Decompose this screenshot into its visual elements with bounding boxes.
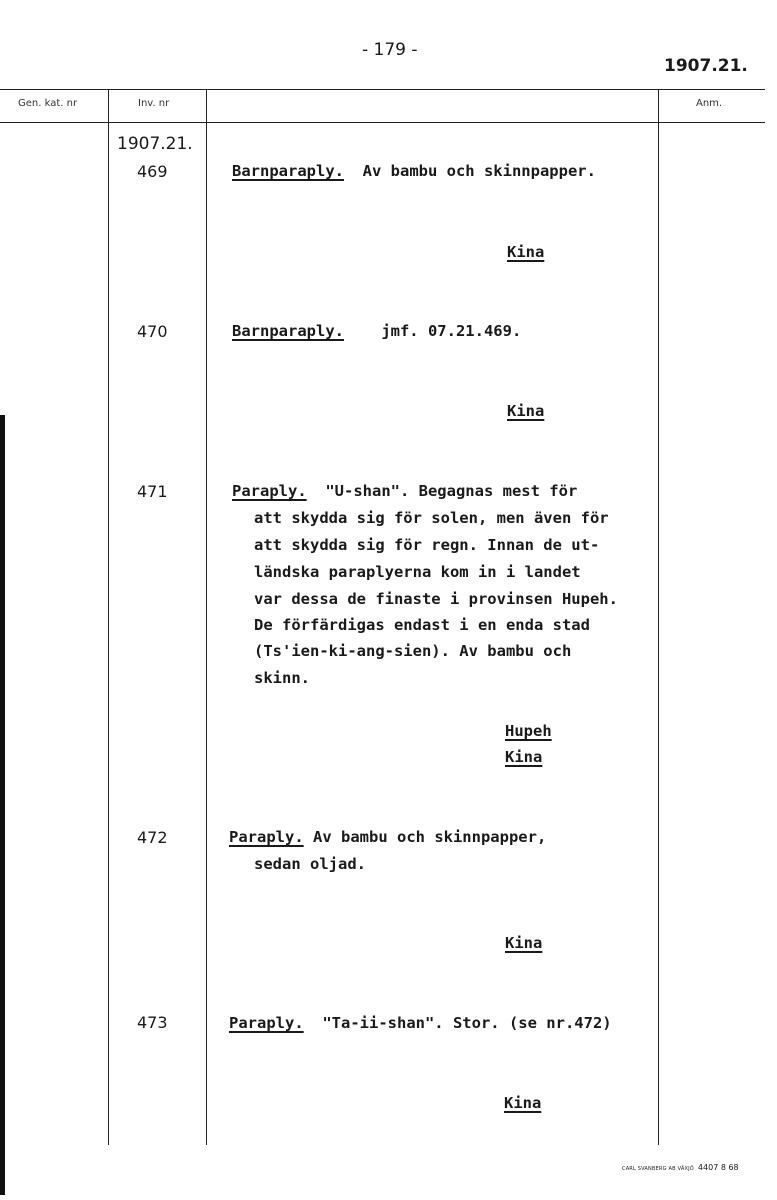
entry-text: sedan oljad.	[254, 855, 366, 873]
entry-line	[232, 322, 521, 340]
entry-text: var dessa de finaste i provinsen Hupeh.	[254, 590, 618, 608]
column-divider-1	[108, 89, 109, 1145]
inventory-number: 471	[137, 482, 168, 501]
entry-place: Kina	[505, 934, 543, 952]
entry-text: "U-shan". Begagnas mest för	[325, 482, 578, 500]
header-bottom-rule	[0, 122, 765, 123]
entry-text: att skydda sig för regn. Innan de ut-	[254, 536, 600, 554]
column-divider-2	[206, 89, 207, 1145]
header-top-rule	[0, 89, 765, 90]
entry-title: Barnparaply.	[232, 322, 344, 340]
column-header-inv-nr: Inv. nr	[138, 98, 170, 109]
entry-title: Paraply.	[229, 828, 304, 846]
inventory-number: 470	[137, 322, 168, 341]
entry-title: Barnparaply.	[232, 162, 344, 180]
form-code: 4407 8 68	[697, 1163, 739, 1172]
printer-name: CARL SVANBERG AB VÄXJÖ	[622, 1166, 694, 1172]
entry-text: Av bambu och skinnpapper,	[313, 828, 547, 846]
entry-line	[229, 828, 546, 846]
inventory-number: 473	[137, 1013, 168, 1032]
entry-place: Kina	[505, 748, 543, 766]
printer-imprint	[622, 1163, 739, 1172]
column-divider-3	[658, 89, 659, 1145]
entry-text: skinn.	[254, 669, 310, 687]
inventory-number: 469	[137, 162, 168, 181]
entry-place: Kina	[507, 402, 545, 420]
entry-text: jmf. 07.21.469.	[381, 322, 522, 340]
entry-text: (Ts'ien-ki-ang-sien). Av bambu och	[254, 642, 572, 660]
series-number-header: 1907.21.	[664, 56, 748, 76]
entry-line	[229, 1014, 612, 1032]
column-header-gen-kat-nr: Gen. kat. nr	[18, 98, 78, 109]
entry-title: Paraply.	[229, 1014, 304, 1032]
entry-place: Hupeh	[505, 722, 552, 740]
entry-title: Paraply.	[232, 482, 307, 500]
entry-text: ländska paraplyerna kom in i landet	[254, 563, 581, 581]
entry-text: att skydda sig för solen, men även för	[254, 509, 609, 527]
inventory-number: 472	[137, 828, 168, 847]
entry-line	[232, 482, 577, 500]
entry-text: Av bambu och skinnpapper.	[362, 162, 596, 180]
page-number: - 179 -	[362, 40, 418, 60]
left-margin-edge	[0, 415, 5, 1195]
entry-place: Kina	[504, 1094, 542, 1112]
column-header-anm: Anm.	[696, 98, 723, 109]
entry-text: De förfärdigas endast i en enda stad	[254, 616, 590, 634]
entry-place: Kina	[507, 243, 545, 261]
series-label: 1907.21.	[117, 134, 193, 154]
entry-line	[232, 162, 596, 180]
entry-text: "Ta-ii-shan". Stor. (se nr.472)	[322, 1014, 612, 1032]
